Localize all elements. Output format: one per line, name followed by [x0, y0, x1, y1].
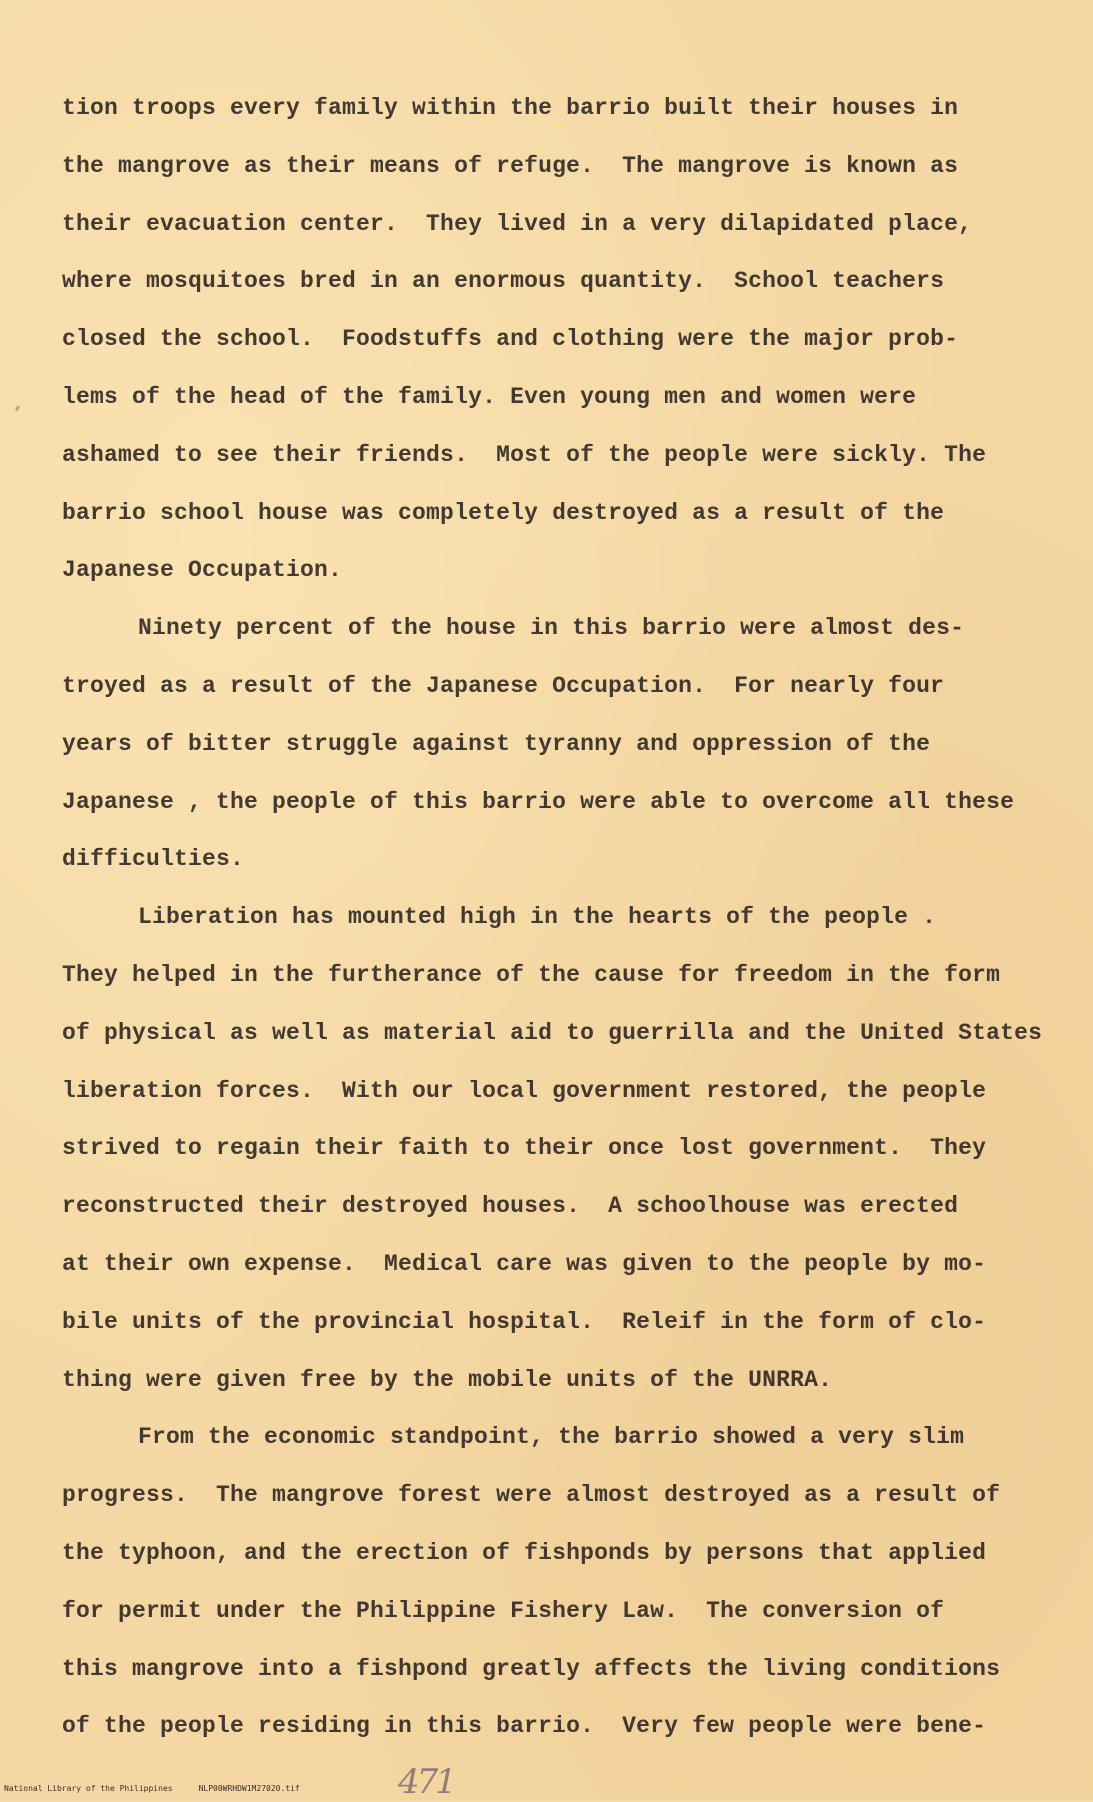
text-line: of physical as well as material aid to guerrilla and the United States: [62, 1019, 1043, 1046]
stray-ink-mark: [15, 406, 20, 412]
text-line: difficulties.: [62, 846, 245, 873]
text-line: the typhoon, and the erection of fishponds by persons that applied: [62, 1539, 987, 1566]
text-line: progress. The mangrove forest were almost destroyed as a result of: [62, 1482, 1001, 1509]
scan-footer: [4, 1784, 300, 1793]
text-line: closed the school. Foodstuffs and clothing were the major prob-: [62, 326, 959, 353]
handwritten-page-number: 471: [398, 1762, 454, 1802]
paragraph-start-line: From the economic standpoint, the barrio showed a very slim: [138, 1424, 965, 1451]
text-line: ashamed to see their friends. Most of the people were sickly. The: [62, 441, 987, 468]
text-line: thing were given free by the mobile units of the UNRRA.: [62, 1366, 833, 1393]
paragraph-start-line: Ninety percent of the house in this barrio were almost des-: [138, 615, 965, 642]
text-line: of the people residing in this barrio. Very few people were bene-: [62, 1713, 987, 1740]
text-line: bile units of the provincial hospital. Releif in the form of clo-: [62, 1308, 987, 1335]
library-credit: National Library of the Philippines: [4, 1784, 173, 1793]
paragraph-start-line: Liberation has mounted high in the hearts of the people .: [138, 904, 937, 931]
text-line: where mosquitoes bred in an enormous quantity. School teachers: [62, 268, 945, 295]
text-line: Japanese , the people of this barrio were able to overcome all these: [62, 788, 1015, 815]
text-line: years of bitter struggle against tyranny and oppression of the: [62, 730, 931, 757]
typed-text-body: [62, 88, 1062, 1764]
text-line: troyed as a result of the Japanese Occupation. For nearly four: [62, 672, 945, 699]
text-line: lems of the head of the family. Even young men and women were: [62, 383, 917, 410]
text-line: liberation forces. With our local government restored, the people: [62, 1077, 987, 1104]
text-line: for permit under the Philippine Fishery Law. The conversion of: [62, 1597, 945, 1624]
text-line: reconstructed their destroyed houses. A schoolhouse was erected: [62, 1193, 959, 1220]
text-line: strived to regain their faith to their once lost government. They: [62, 1135, 987, 1162]
text-line: Japanese Occupation.: [62, 557, 343, 584]
text-line: the mangrove as their means of refuge. The mangrove is known as: [62, 152, 959, 179]
text-line: barrio school house was completely destroyed as a result of the: [62, 499, 945, 526]
text-line: They helped in the furtherance of the cause for freedom in the form: [62, 961, 1001, 988]
text-line: this mangrove into a fishpond greatly affects the living conditions: [62, 1655, 1001, 1682]
text-line: at their own expense. Medical care was given to the people by mo-: [62, 1250, 987, 1277]
file-identifier: NLP00WRHDW1M27020.tif: [198, 1784, 300, 1793]
text-line: tion troops every family within the barrio built their houses in: [62, 95, 959, 121]
text-line: their evacuation center. They lived in a very dilapidated place,: [62, 210, 973, 237]
